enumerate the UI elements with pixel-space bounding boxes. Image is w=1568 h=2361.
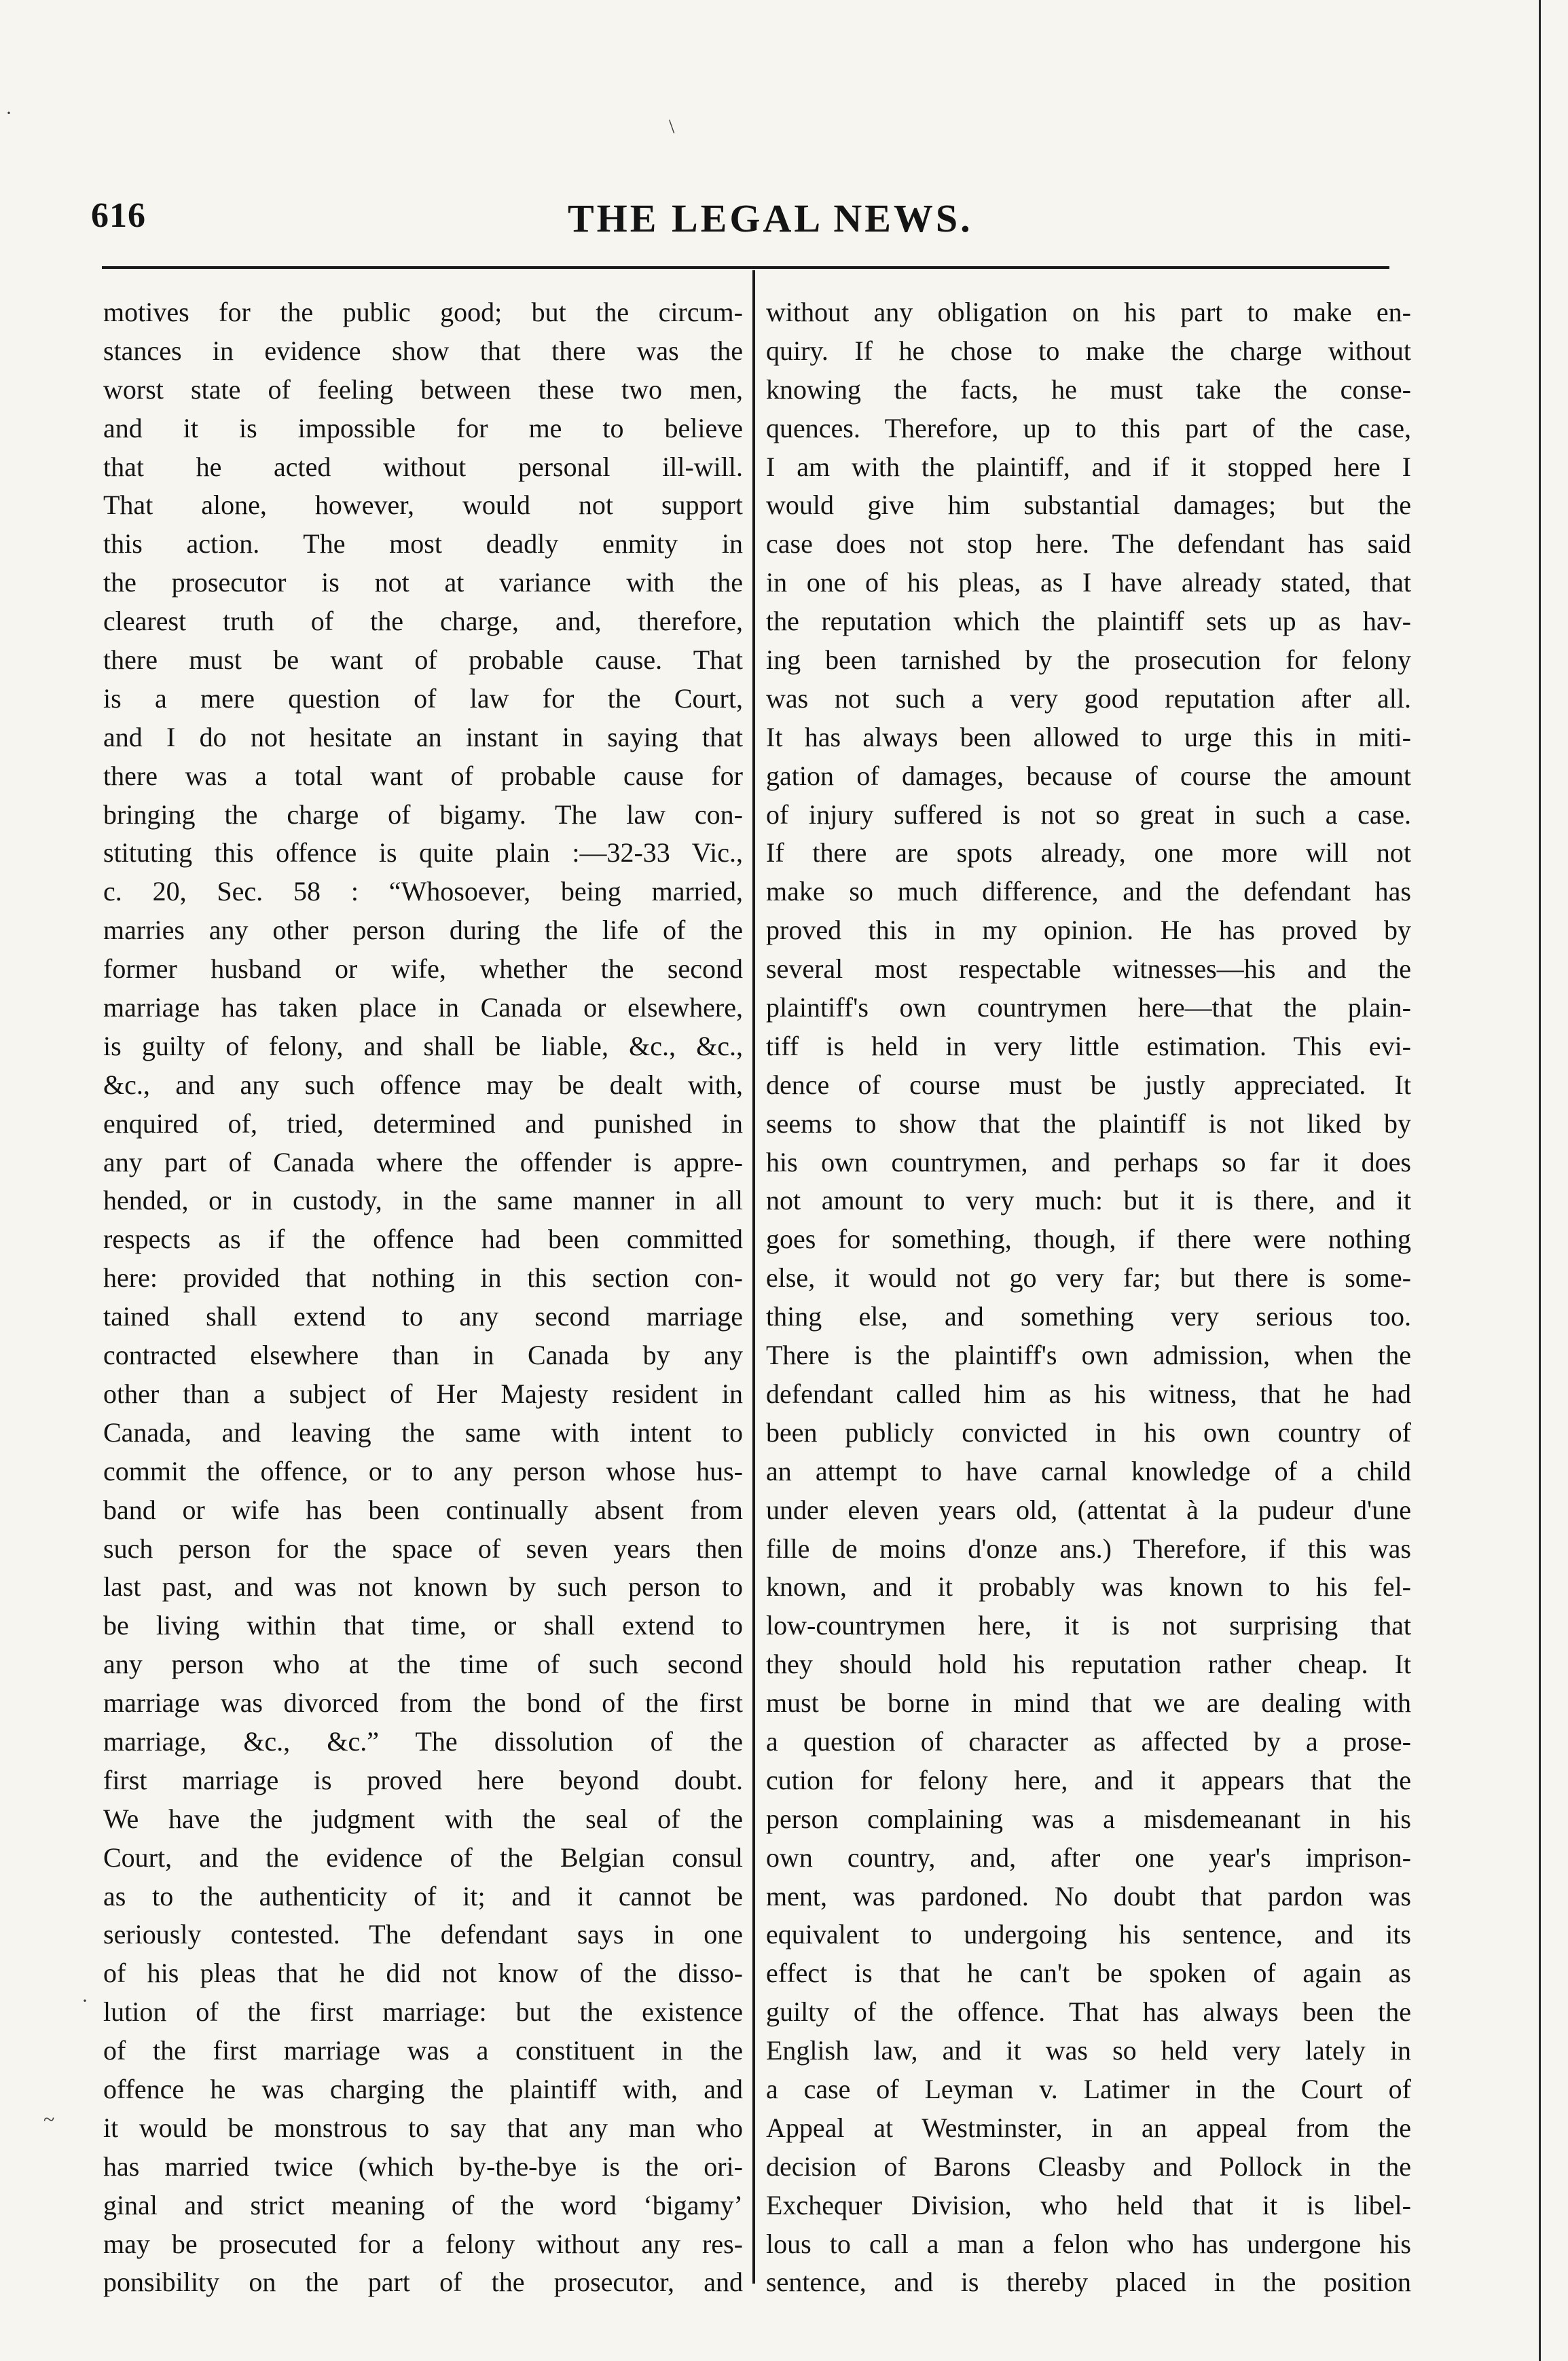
text-line: ponsibility on the part of the prosecutor, and <box>103 2267 743 2298</box>
scan-speck: · <box>81 1990 88 2012</box>
text-line: sentence, and is thereby placed in the position <box>766 2267 1411 2298</box>
text-line: I am with the plaintiff, and if it stopped here I <box>766 451 1411 482</box>
scan-speck: \ <box>669 115 675 138</box>
text-line: former husband or wife, whether the second <box>103 953 743 985</box>
text-line: been publicly convicted in his own country of <box>766 1416 1411 1448</box>
text-line: defendant called him as his witness, that he had <box>766 1378 1411 1409</box>
text-line: quiry. If he chose to make the charge without <box>766 335 1411 366</box>
text-line: That alone, however, would not support <box>103 490 743 521</box>
text-line: tained shall extend to any second marriage <box>103 1301 743 1332</box>
text-line: hended, or in custody, in the same manner in all <box>103 1185 743 1216</box>
text-line: marriage was divorced from the bond of the first <box>103 1687 743 1719</box>
page-title: THE LEGAL NEWS. <box>568 196 973 240</box>
text-line: an attempt to have carnal knowledge of a child <box>766 1455 1411 1486</box>
text-line: there was a total want of probable cause for <box>103 760 743 791</box>
text-line: commit the offence, or to any person whose hus- <box>103 1455 743 1486</box>
text-line: Court, and the evidence of the Belgian consul <box>103 1842 743 1873</box>
text-line: any person who at the time of such second <box>103 1649 743 1680</box>
text-line: marries any other person during the life of the <box>103 915 743 946</box>
text-line: c. 20, Sec. 58 : “Whosoever, being married, <box>103 876 743 907</box>
text-line: in one of his pleas, as I have already stated, that <box>766 567 1411 598</box>
text-line: last past, and was not known by such person to <box>103 1571 743 1603</box>
text-line: guilty of the offence. That has always been the <box>766 1996 1411 2028</box>
column-divider <box>752 270 755 2284</box>
text-line: and it is impossible for me to believe <box>103 412 743 443</box>
text-line: marriage has taken place in Canada or elsewhere, <box>103 992 743 1023</box>
text-line: low-countrymen here, it is not surprising that <box>766 1610 1411 1641</box>
text-line: as to the authenticity of it; and it cannot be <box>103 1880 743 1911</box>
text-line: the reputation which the plaintiff sets up as hav- <box>766 606 1411 637</box>
text-line: respects as if the offence had been committed <box>103 1224 743 1255</box>
text-line: contracted elsewhere than in Canada by any <box>103 1340 743 1371</box>
text-line: a case of Leyman v. Latimer in the Court of <box>766 2073 1411 2104</box>
text-line: ing been tarnished by the prosecution for felony <box>766 644 1411 676</box>
text-line: plaintiff's own countrymen here—that the plain- <box>766 992 1411 1023</box>
text-line: of injury suffered is not so great in such a case. <box>766 799 1411 830</box>
text-line: clearest truth of the charge, and, therefore, <box>103 606 743 637</box>
text-line: it would be monstrous to say that any man who <box>103 2112 743 2143</box>
text-line: Exchequer Division, who held that it is libel- <box>766 2189 1411 2220</box>
text-line: they should hold his reputation rather cheap. It <box>766 1649 1411 1680</box>
text-line: proved this in my opinion. He has proved by <box>766 915 1411 946</box>
text-line: Canada, and leaving the same with intent to <box>103 1416 743 1448</box>
text-line: his own countrymen, and perhaps so far it does <box>766 1146 1411 1177</box>
text-line: bringing the charge of bigamy. The law con- <box>103 799 743 830</box>
text-line: own country, and, after one year's imprison- <box>766 1842 1411 1873</box>
text-line: not amount to very much: but it is there, and it <box>766 1185 1411 1216</box>
scan-speck: ~ <box>43 2108 55 2131</box>
text-line: band or wife has been continually absent from <box>103 1494 743 1525</box>
text-line: It has always been allowed to urge this in miti- <box>766 721 1411 752</box>
text-line: of the first marriage was a constituent in the <box>103 2035 743 2066</box>
text-line: would give him substantial damages; but the <box>766 490 1411 521</box>
text-line: worst state of feeling between these two men, <box>103 373 743 405</box>
text-line: motives for the public good; but the circum- <box>103 297 743 327</box>
text-line: must be borne in mind that we are dealing with <box>766 1687 1411 1719</box>
text-line: goes for something, though, if there were nothing <box>766 1224 1411 1255</box>
text-line: person complaining was a misdemeanant in his <box>766 1803 1411 1834</box>
text-line: under eleven years old, (attentat à la pudeur d'une <box>766 1494 1411 1525</box>
text-line: There is the plaintiff's own admission, when the <box>766 1340 1411 1371</box>
text-line: offence he was charging the plaintiff with, and <box>103 2073 743 2104</box>
page-edge-line <box>1539 0 1541 2361</box>
text-line: thing else, and something very serious too. <box>766 1301 1411 1332</box>
text-line: a question of character as affected by a prose- <box>766 1725 1411 1757</box>
text-line: such person for the space of seven years then <box>103 1533 743 1564</box>
text-line: stances in evidence show that there was the <box>103 335 743 366</box>
text-line: this action. The most deadly enmity in <box>103 528 743 560</box>
text-line: lous to call a man a felon who has undergone his <box>766 2228 1411 2259</box>
right-text-column <box>766 293 1411 2302</box>
text-line: gation of damages, because of course the amount <box>766 760 1411 791</box>
text-line: ment, was pardoned. No doubt that pardon was <box>766 1880 1411 1911</box>
text-line: may be prosecuted for a felony without any res- <box>103 2228 743 2259</box>
text-line: tiff is held in very little estimation. This evi- <box>766 1030 1411 1061</box>
text-line: the prosecutor is not at variance with the <box>103 567 743 598</box>
text-line: English law, and it was so held very lately in <box>766 2035 1411 2066</box>
text-line: was not such a very good reputation after all. <box>766 682 1411 714</box>
text-line: several most respectable witnesses—his and the <box>766 953 1411 985</box>
text-line: of his pleas that he did not know of the disso- <box>103 1958 743 1989</box>
text-line: knowing the facts, he must take the conse- <box>766 373 1411 405</box>
text-line: there must be want of probable cause. That <box>103 644 743 676</box>
text-line: decision of Barons Cleasby and Pollock in the <box>766 2150 1411 2182</box>
text-line: enquired of, tried, determined and punished in <box>103 1108 743 1139</box>
text-line: dence of course must be justly appreciated. It <box>766 1069 1411 1100</box>
text-line: marriage, &c., &c.” The dissolution of the <box>103 1725 743 1757</box>
text-line: else, it would not go very far; but there is some- <box>766 1262 1411 1294</box>
text-line: equivalent to undergoing his sentence, and its <box>766 1919 1411 1950</box>
text-line: We have the judgment with the seal of the <box>103 1803 743 1834</box>
text-line: make so much difference, and the defendant has <box>766 876 1411 907</box>
text-line: lution of the first marriage: but the existence <box>103 1996 743 2028</box>
text-line: and I do not hesitate an instant in saying that <box>103 721 743 752</box>
text-line: be living within that time, or shall extend to <box>103 1610 743 1641</box>
text-line: known, and it probably was known to his fel- <box>766 1571 1411 1603</box>
scan-speck: · <box>5 102 12 124</box>
text-line: If there are spots already, one more will not <box>766 837 1411 868</box>
text-line: stituting this offence is quite plain :—32-33 Vic., <box>103 837 743 868</box>
text-line: fille de moins d'onze ans.) Therefore, if this was <box>766 1533 1411 1564</box>
text-line: quences. Therefore, up to this part of the case, <box>766 412 1411 443</box>
text-line: here: provided that nothing in this section con- <box>103 1262 743 1294</box>
text-line: cution for felony here, and it appears that the <box>766 1764 1411 1795</box>
text-line: any part of Canada where the offender is appre- <box>103 1146 743 1177</box>
text-line: ginal and strict meaning of the word ‘bigamy’ <box>103 2189 743 2220</box>
text-line: seriously contested. The defendant says in one <box>103 1919 743 1950</box>
text-line: case does not stop here. The defendant has said <box>766 528 1411 560</box>
text-line: first marriage is proved here beyond doubt. <box>103 1764 743 1795</box>
text-line: has married twice (which by-the-bye is the ori- <box>103 2150 743 2182</box>
text-line: effect is that he can't be spoken of again as <box>766 1958 1411 1989</box>
page-number: 616 <box>91 196 146 235</box>
header-rule <box>102 266 1389 269</box>
text-line: other than a subject of Her Majesty resident in <box>103 1378 743 1409</box>
text-line: &c., and any such offence may be dealt with, <box>103 1069 743 1100</box>
text-line: Appeal at Westminster, in an appeal from the <box>766 2112 1411 2143</box>
text-line: is a mere question of law for the Court, <box>103 682 743 714</box>
left-text-column <box>103 293 743 2302</box>
text-line: is guilty of felony, and shall be liable, &c., &c., <box>103 1030 743 1061</box>
text-line: that he acted without personal ill-will. <box>103 451 743 482</box>
text-line: without any obligation on his part to make en- <box>766 297 1411 327</box>
text-line: seems to show that the plaintiff is not liked by <box>766 1108 1411 1139</box>
